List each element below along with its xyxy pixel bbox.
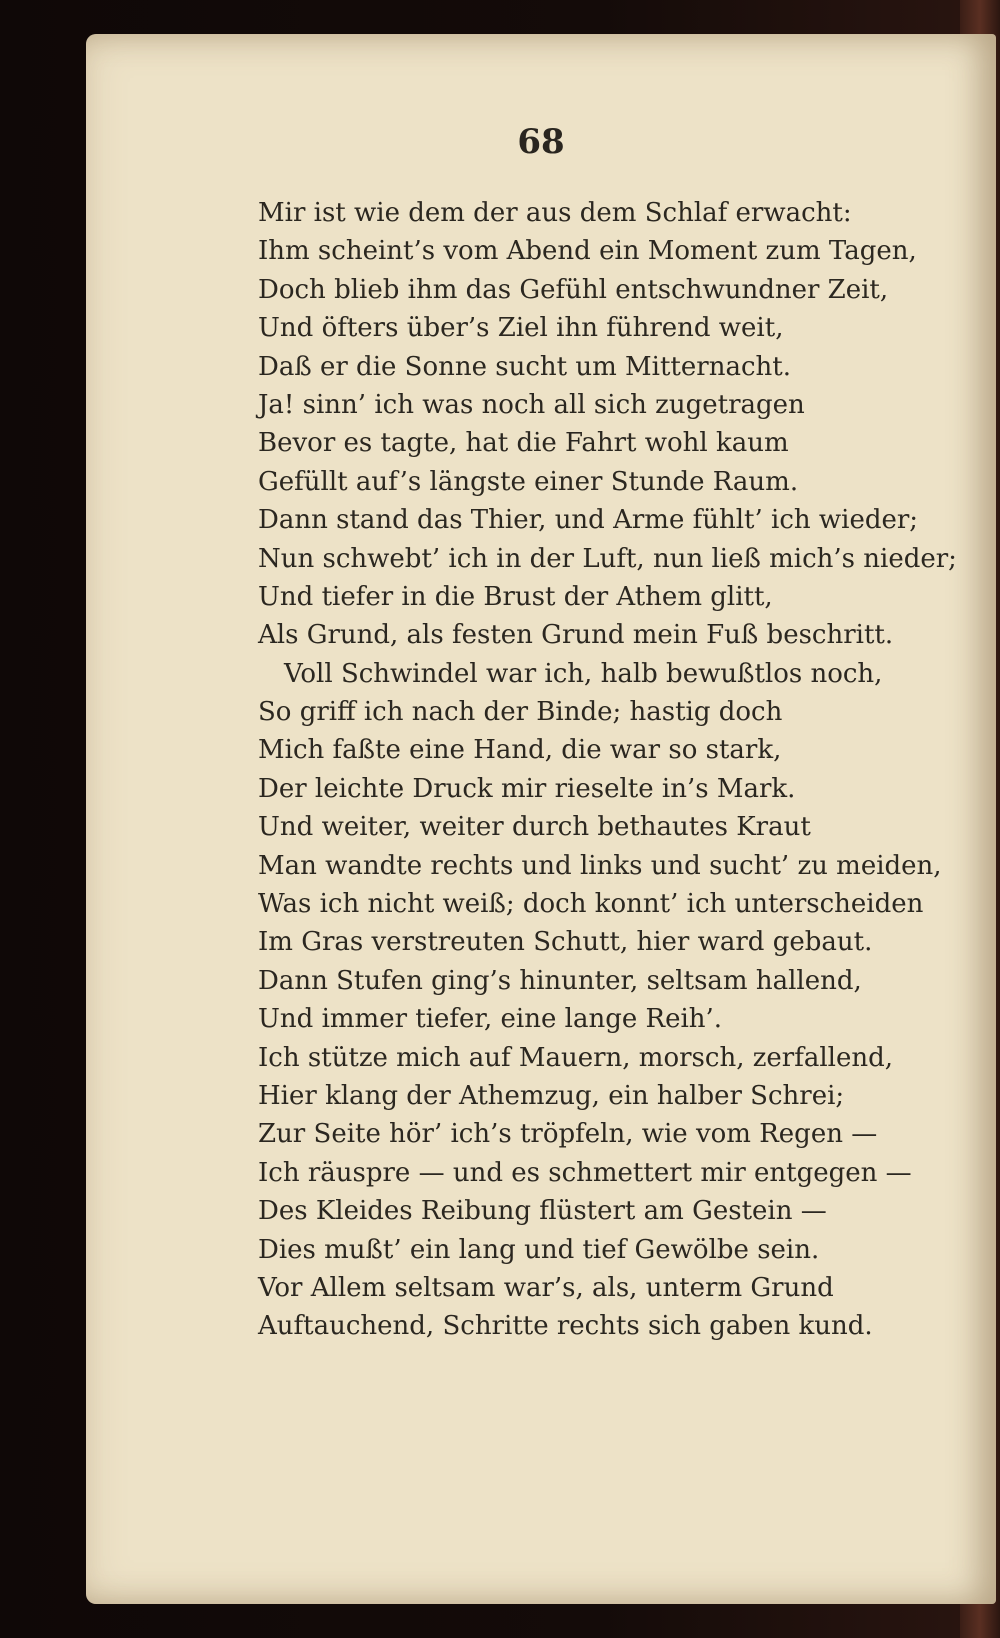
verse-line: Bevor es tagte, hat die Fahrt wohl kaum: [258, 428, 789, 459]
verse-line: Als Grund, als festen Grund mein Fuß beschritt.: [258, 620, 894, 651]
verse-line: Daß er die Sonne sucht um Mitternacht.: [258, 351, 791, 382]
verse-line: Und weiter, weiter durch bethautes Kraut: [258, 812, 811, 843]
verse-line: Ich räuspre — und es schmettert mir entgegen —: [258, 1157, 912, 1188]
verse-line: Mich faßte eine Hand, die war so stark,: [258, 735, 782, 766]
verse-line: Nun schwebt’ ich in der Luft, nun ließ mich’s nieder;: [258, 543, 957, 574]
verse-line: Voll Schwindel war ich, halb bewußtlos noch,: [284, 658, 883, 689]
verse-line: Der leichte Druck mir rieselte in’s Mark.: [258, 773, 796, 804]
verse-line: Man wandte rechts und links und sucht’ zu meiden,: [258, 850, 942, 881]
verse-line: Zur Seite hör’ ich’s tröpfeln, wie vom Regen —: [258, 1119, 878, 1150]
page-number: 68: [517, 122, 565, 162]
verse-line: Und tiefer in die Brust der Athem glitt,: [258, 581, 773, 612]
verse-line: Dann stand das Thier, und Arme fühlt’ ich wieder;: [258, 505, 919, 536]
verse-line: Im Gras verstreuten Schutt, hier ward gebaut.: [258, 927, 873, 958]
verse-line: Gefüllt auf’s längste einer Stunde Raum.: [258, 466, 799, 497]
verse-line: Des Kleides Reibung flüstert am Gestein —: [258, 1196, 827, 1227]
verse-line: Ich stütze mich auf Mauern, morsch, zerfallend,: [258, 1042, 894, 1073]
book-page: [86, 34, 996, 1604]
verse-line: Ja! sinn’ ich was noch all sich zugetragen: [258, 389, 805, 420]
verse-line: Was ich nicht weiß; doch konnt’ ich unterscheiden: [258, 889, 924, 920]
verse-line: So griff ich nach der Binde; hastig doch: [258, 697, 783, 728]
verse-line: Und öfters über’s Ziel ihn führend weit,: [258, 313, 784, 344]
verse-line: Mir ist wie dem der aus dem Schlaf erwacht:: [258, 198, 852, 228]
poem-text: [258, 194, 978, 1346]
verse-line: Dann Stufen ging’s hinunter, seltsam hallend,: [258, 965, 862, 996]
verse-line: Doch blieb ihm das Gefühl entschwundner Zeit,: [258, 274, 889, 305]
verse-line: Auftauchend, Schritte rechts sich gaben kund.: [258, 1311, 873, 1342]
verse-line: Ihm scheint’s vom Abend ein Moment zum Tagen,: [258, 236, 917, 267]
verse-line: Und immer tiefer, eine lange Reih’.: [258, 1004, 723, 1035]
verse-line: Vor Allem seltsam war’s, als, unterm Grund: [258, 1272, 834, 1303]
verse-line: Dies mußt’ ein lang und tief Gewölbe sein.: [258, 1234, 820, 1265]
verse-line: Hier klang der Athemzug, ein halber Schrei;: [258, 1080, 845, 1111]
